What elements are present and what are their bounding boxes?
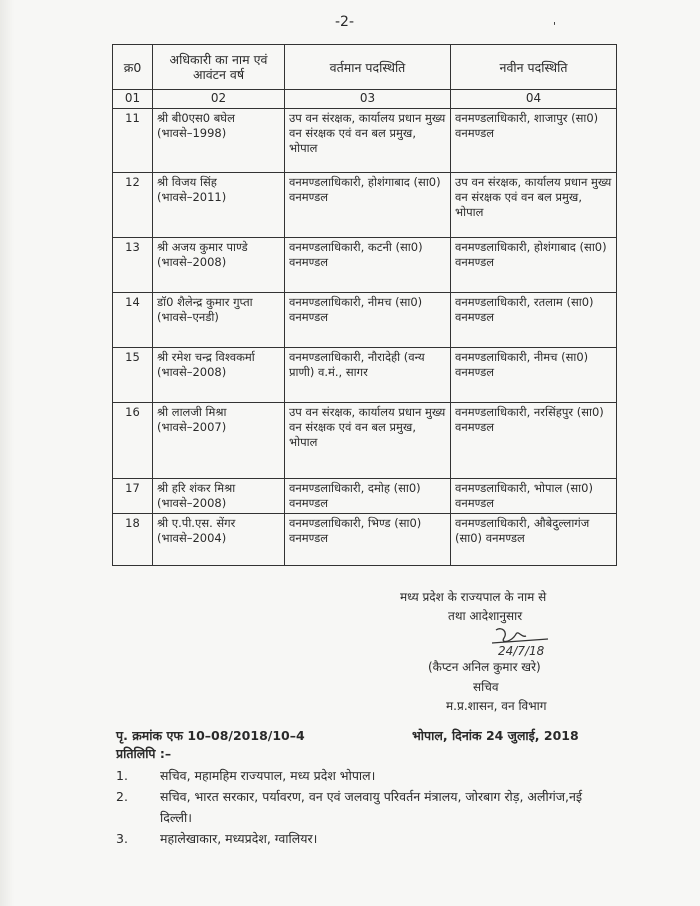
new-posting: वनमण्डलाधिकारी, औबेदुल्लागंज (सा0) वनमण्डल bbox=[451, 514, 617, 566]
new-posting: वनमण्डलाधिकारी, नीमच (सा0) वनमण्डल bbox=[451, 348, 617, 403]
table-row bbox=[113, 109, 617, 173]
list-item bbox=[116, 828, 616, 849]
signatory-name: (कैप्टन अनिल कुमार खरे) bbox=[428, 660, 541, 674]
officer-name: श्री विजय सिंह bbox=[157, 175, 217, 189]
transfer-table bbox=[112, 44, 617, 566]
handwritten-signature bbox=[482, 624, 562, 658]
authority-line: मध्य प्रदेश के राज्यपाल के नाम से bbox=[400, 590, 547, 604]
table-row bbox=[113, 293, 617, 348]
serial-number: 16 bbox=[113, 403, 153, 479]
officer-name: श्री रमेश चन्द्र विश्वकर्मा bbox=[157, 350, 255, 364]
signatory-department: म.प्र.शासन, वन विभाग bbox=[446, 699, 547, 713]
column-number: 01 bbox=[113, 90, 153, 109]
page-number: -2- bbox=[335, 14, 355, 30]
signature-date: 24/7/18 bbox=[498, 644, 545, 658]
list-item-text: महालेखाकार, मध्यप्रदेश, ग्वालियर। bbox=[160, 831, 318, 846]
current-posting: वनमण्डलाधिकारी, होशंगाबाद (सा0) वनमण्डल bbox=[285, 173, 451, 238]
current-posting: उप वन संरक्षक, कार्यालय प्रधान मुख्य वन संरक्षक एवं वन बल प्रमुख, भोपाल bbox=[285, 403, 451, 479]
officer-batch: (भावसे–1998) bbox=[157, 126, 227, 140]
header-new-posting: नवीन पदस्थिति bbox=[451, 45, 617, 90]
new-posting: वनमण्डलाधिकारी, रतलाम (सा0) वनमण्डल bbox=[451, 293, 617, 348]
officer-batch: (भावसे–2011) bbox=[157, 190, 227, 204]
list-item-number: 3. bbox=[116, 831, 128, 846]
copy-list bbox=[116, 765, 616, 849]
order-line: तथा आदेशानुसार bbox=[448, 609, 523, 623]
list-item bbox=[116, 765, 616, 786]
officer-name: श्री बी0एस0 बघेल bbox=[157, 111, 235, 125]
officer-batch: (भावसे–2008) bbox=[157, 496, 227, 510]
officer-batch: (भावसे–2007) bbox=[157, 420, 227, 434]
copy-label: प्रतिलिपि :– bbox=[116, 746, 172, 761]
serial-number: 11 bbox=[113, 109, 153, 173]
new-posting: वनमण्डलाधिकारी, होशंगाबाद (सा0) वनमण्डल bbox=[451, 238, 617, 293]
serial-number: 14 bbox=[113, 293, 153, 348]
scan-mark: ' bbox=[553, 20, 557, 33]
officer-cell bbox=[153, 173, 285, 238]
header-serial: क्र0 bbox=[113, 45, 153, 90]
officer-cell bbox=[153, 348, 285, 403]
list-item-number: 1. bbox=[116, 768, 128, 783]
new-posting: वनमण्डलाधिकारी, शाजापुर (सा0) वनमण्डल bbox=[451, 109, 617, 173]
scan-edge-shadow bbox=[0, 0, 14, 906]
list-item-text: सचिव, भारत सरकार, पर्यावरण, वन एवं जलवायु परिवर्तन मंत्रालय, जोरबाग रोड़, अलीगंज,नई दिल्ली। bbox=[160, 789, 583, 825]
officer-batch: (भावसे–2004) bbox=[157, 531, 227, 545]
officer-batch: (भावसे–2008) bbox=[157, 365, 227, 379]
place-date: भोपाल, दिनांक 24 जुलाई, 2018 bbox=[412, 728, 579, 743]
new-posting: वनमण्डलाधिकारी, भोपाल (सा0) वनमण्डल bbox=[451, 479, 617, 514]
new-posting: उप वन संरक्षक, कार्यालय प्रधान मुख्य वन संरक्षक एवं वन बल प्रमुख, भोपाल bbox=[451, 173, 617, 238]
officer-name: श्री अजय कुमार पाण्डे bbox=[157, 240, 248, 254]
table-row bbox=[113, 403, 617, 479]
serial-number: 12 bbox=[113, 173, 153, 238]
list-item bbox=[116, 786, 616, 828]
officer-cell bbox=[153, 238, 285, 293]
signatory-designation: सचिव bbox=[473, 680, 499, 694]
column-number: 02 bbox=[153, 90, 285, 109]
list-item-number: 2. bbox=[116, 789, 128, 804]
officer-batch: (भावसे–एनडी) bbox=[157, 310, 219, 324]
current-posting: उप वन संरक्षक, कार्यालय प्रधान मुख्य वन संरक्षक एवं वन बल प्रमुख, भोपाल bbox=[285, 109, 451, 173]
column-number-row bbox=[113, 90, 617, 109]
serial-number: 18 bbox=[113, 514, 153, 566]
officer-cell bbox=[153, 514, 285, 566]
column-number: 03 bbox=[285, 90, 451, 109]
table-row bbox=[113, 514, 617, 566]
table-row bbox=[113, 238, 617, 293]
table-row bbox=[113, 479, 617, 514]
officer-name: श्री लालजी मिश्रा bbox=[157, 405, 227, 419]
officer-batch: (भावसे–2008) bbox=[157, 255, 227, 269]
officer-name: श्री ए.पी.एस. सेंगर bbox=[157, 516, 236, 530]
officer-name: डॉ0 शैलेन्द्र कुमार गुप्ता bbox=[157, 295, 253, 309]
current-posting: वनमण्डलाधिकारी, नीमच (सा0) वनमण्डल bbox=[285, 293, 451, 348]
officer-cell bbox=[153, 479, 285, 514]
list-item-text: सचिव, महामहिम राज्यपाल, मध्य प्रदेश भोपाल। bbox=[160, 768, 376, 783]
new-posting: वनमण्डलाधिकारी, नरसिंहपुर (सा0) वनमण्डल bbox=[451, 403, 617, 479]
officer-cell bbox=[153, 403, 285, 479]
current-posting: वनमण्डलाधिकारी, भिण्ड (सा0) वनमण्डल bbox=[285, 514, 451, 566]
reference-number: पृ. क्रमांक एफ 10–08/2018/10–4 bbox=[116, 728, 305, 743]
officer-name: श्री हरि शंकर मिश्रा bbox=[157, 481, 236, 495]
current-posting: वनमण्डलाधिकारी, नौरादेही (वन्य प्राणी) व.मं., सागर bbox=[285, 348, 451, 403]
header-current-posting: वर्तमान पदस्थिति bbox=[285, 45, 451, 90]
current-posting: वनमण्डलाधिकारी, दमोह (सा0) वनमण्डल bbox=[285, 479, 451, 514]
serial-number: 15 bbox=[113, 348, 153, 403]
table-row bbox=[113, 173, 617, 238]
serial-number: 13 bbox=[113, 238, 153, 293]
officer-cell bbox=[153, 293, 285, 348]
table-header-row bbox=[113, 45, 617, 90]
current-posting: वनमण्डलाधिकारी, कटनी (सा0) वनमण्डल bbox=[285, 238, 451, 293]
column-number: 04 bbox=[451, 90, 617, 109]
officer-cell bbox=[153, 109, 285, 173]
table-row bbox=[113, 348, 617, 403]
header-officer-name: अधिकारी का नाम एवं आवंटन वर्ष bbox=[153, 45, 285, 90]
serial-number: 17 bbox=[113, 479, 153, 514]
